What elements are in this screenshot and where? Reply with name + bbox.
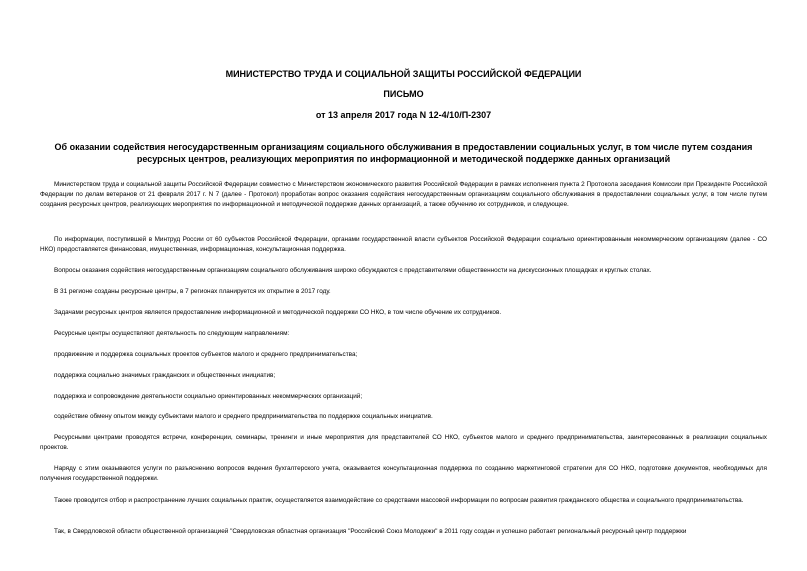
document-type: ПИСЬМО	[383, 89, 424, 99]
paragraph: Ресурсными центрами проводятся встречи, конференции, семинары, тренинги и иные мероприятия для представителей СО НКО, субъектов малого и среднего предпринимательства, заинтересованных в реализации социальных проектов.	[40, 434, 767, 451]
paragraph: Ресурсные центры осуществляют деятельность по следующим направлениям:	[54, 330, 290, 337]
list-item: продвижение и поддержка социальных проектов субъектов малого и среднего предпринимательства;	[54, 351, 358, 358]
paragraph: Так, в Свердловской области общественной организацией "Свердловская областная организация "Российский Союз Молодежи" в 2011 году создан и успешно работает региональный ресурсный центр поддержки	[54, 528, 687, 535]
paragraph: По информации, поступившей в Минтруд России от 60 субъектов Российской Федерации, органами государственной власти субъектов Российской Федерации социально ориентированным некоммерческим организациям (далее - СО НКО) предоставляется финансовая, имущественная, информационная, консультационная поддержка.	[40, 236, 767, 253]
list-item: содействие обмену опытом между субъектами малого и среднего предпринимательства по поддержке социальных инициатив.	[54, 413, 433, 420]
document-subject: Об оказании содействия негосударственным организациям социального обслуживания в предоставлении социальных услуг, в том числе путем создания ресурсных центров, реализующих мероприятия по информационной и методической поддержке данных организаций	[54, 142, 753, 164]
ministry-heading: МИНИСТЕРСТВО ТРУДА И СОЦИАЛЬНОЙ ЗАЩИТЫ РОССИЙСКОЙ ФЕДЕРАЦИИ	[225, 69, 582, 79]
paragraph: Наряду с этим оказываются услуги по разъяснению вопросов ведения бухгалтерского учета, оказывается консультационная поддержка по созданию маркетинговой стратегии для СО НКО, подготовке документов, необходимых для получения государственной поддержки.	[40, 465, 767, 482]
paragraph: Также проводится отбор и распространение лучших социальных практик, осуществляется взаимодействие со средствами массовой информации по вопросам развития гражданского общества и социального предпринимательства.	[54, 497, 744, 504]
paragraph: Вопросы оказания содействия негосударственным организациям социального обслуживания широко обсуждаются с представителями общественности на дискуссионных площадках и круглых столах.	[54, 267, 652, 274]
paragraph: В 31 регионе созданы ресурсные центры, в 7 регионах планируется их открытие в 2017 году.	[54, 288, 331, 295]
list-item: поддержка социально значимых гражданских и общественных инициатив;	[54, 372, 276, 379]
paragraph: Министерством труда и социальной защиты Российской Федерации совместно с Министерством экономического развития Российской Федерации в рамках исполнения пункта 2 Протокола заседания Комиссии при Президенте Российской Федерации по делам ветеранов от 21 февраля 2017 г. N 7 (далее - Протокол) проработан вопрос оказания содействия негосударственным организациям социального обслуживания в предоставлении социальных услуг, в том числе путем создания ресурсных центров, реализующих мероприятия по информационной и методической поддержке данных организаций, а также обучению их сотрудников, и следующее.	[40, 181, 767, 208]
document-date-number: от 13 апреля 2017 года N 12-4/10/П-2307	[315, 110, 492, 120]
paragraph: Задачами ресурсных центров является предоставление информационной и методической поддержки СО НКО, в том числе обучение их сотрудников.	[54, 309, 502, 316]
list-item: поддержка и сопровождение деятельности социально ориентированных некоммерческих организаций;	[54, 393, 363, 400]
